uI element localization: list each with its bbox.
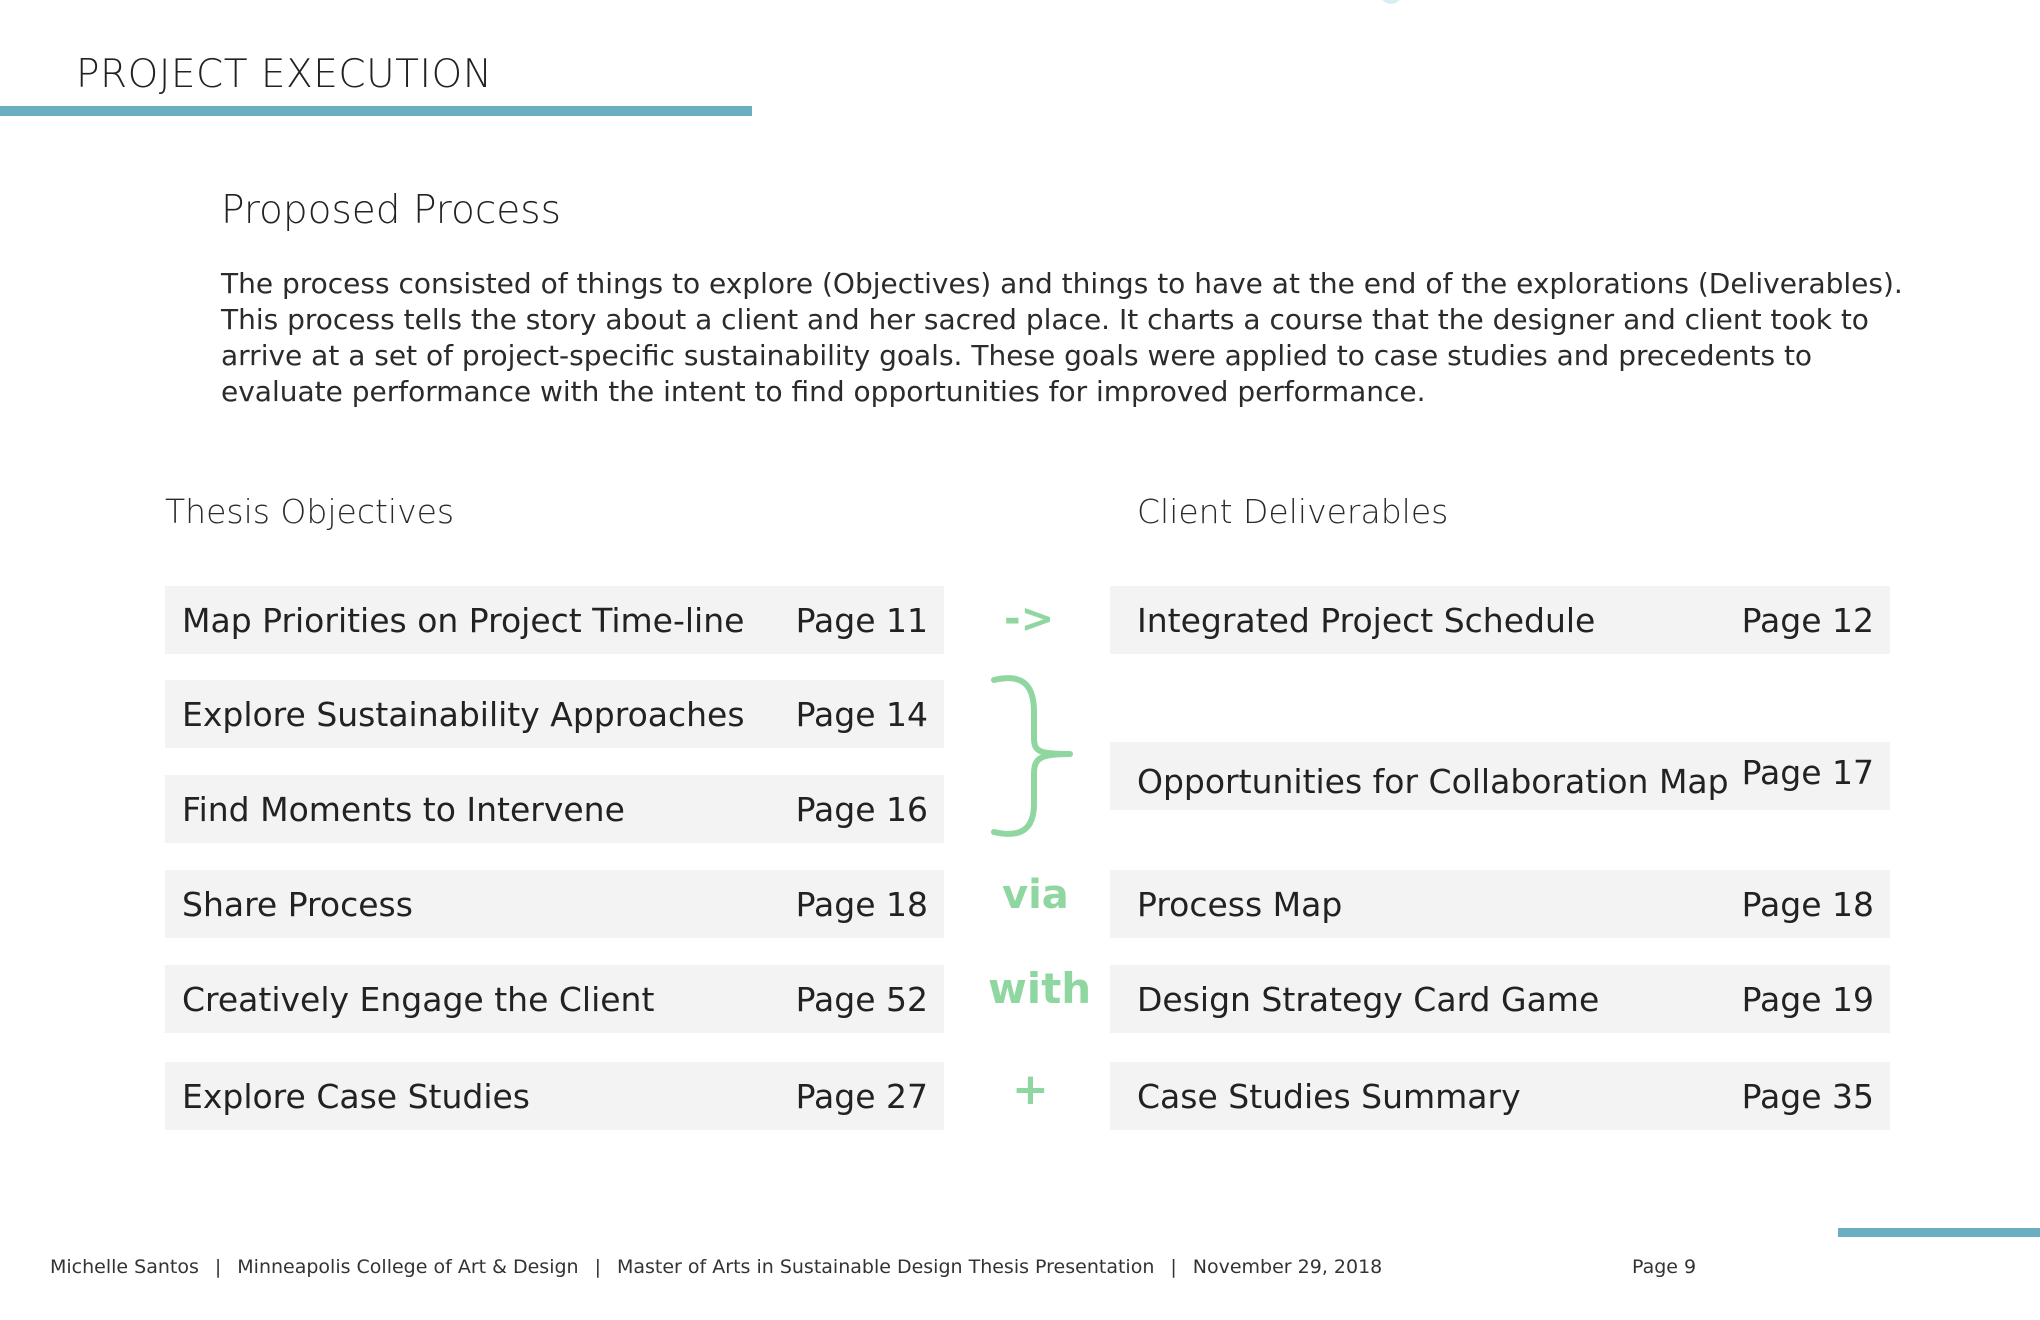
objective-page-ref: Page 27 [795, 1076, 928, 1116]
corner-decoration [1380, 0, 1402, 4]
objective-label: Find Moments to Intervene [182, 789, 625, 829]
footer-program: Master of Arts in Sustainable Design Thesis Presentation [616, 1256, 1155, 1278]
deliverables-heading: Client Deliverables [1137, 492, 1449, 531]
intro-line: This process tells the story about a client and her sacred place. It charts a course that the designer and client took to [221, 303, 1869, 336]
objective-row [165, 680, 944, 748]
deliverable-row [1110, 586, 1890, 654]
deliverable-label: Integrated Project Schedule [1137, 600, 1596, 640]
deliverable-row [1110, 742, 1890, 810]
deliverable-row [1110, 1062, 1890, 1130]
footer-date: November 29, 2018 [1192, 1256, 1383, 1278]
objectives-heading: Thesis Objectives [165, 492, 455, 531]
objective-row [165, 586, 944, 654]
footer-separator: | [214, 1256, 222, 1278]
objective-label: Explore Sustainability Approaches [182, 694, 745, 734]
with-connector: with [988, 964, 1092, 1013]
intro-line: The process consisted of things to explore (Objectives) and things to have at the end of the explorations (Deliverables). [221, 267, 1903, 300]
footer-accent-rule [1838, 1228, 2040, 1237]
objective-label: Creatively Engage the Client [182, 979, 655, 1019]
plus-connector: + [1012, 1064, 1049, 1115]
objective-row [165, 965, 944, 1033]
deliverable-label: Opportunities for Collaboration Map [1137, 761, 1729, 801]
objective-page-ref: Page 14 [795, 694, 928, 734]
page-number: Page 9 [1632, 1256, 1697, 1278]
footer-separator: | [594, 1256, 601, 1278]
objective-row [165, 775, 944, 843]
footer-school: Minneapolis College of Art & Design [237, 1256, 579, 1278]
deliverable-label: Design Strategy Card Game [1137, 979, 1600, 1019]
deliverable-row [1110, 965, 1890, 1033]
footer-credits [50, 1256, 1382, 1278]
objective-label: Explore Case Studies [182, 1076, 530, 1116]
subtitle: Proposed Process [221, 188, 561, 233]
objective-label: Map Priorities on Project Time-line [182, 600, 745, 640]
objective-page-ref: Page 52 [795, 979, 928, 1019]
footer-author: Michelle Santos [50, 1256, 199, 1278]
arrow-connector: -> [1004, 596, 1055, 642]
objective-page-ref: Page 11 [795, 600, 928, 640]
deliverable-label: Case Studies Summary [1137, 1076, 1521, 1116]
deliverable-row [1110, 870, 1890, 938]
intro-paragraph [221, 266, 1941, 410]
deliverable-page-ref: Page 35 [1741, 1076, 1874, 1116]
deliverable-page-ref: Page 12 [1741, 600, 1874, 640]
via-connector: via [1002, 872, 1069, 918]
deliverable-label: Process Map [1137, 884, 1343, 924]
title-accent-rule [0, 106, 752, 116]
deliverable-page-ref: Page 17 [1741, 752, 1874, 792]
intro-line: arrive at a set of project-specific sustainability goals. These goals were applied to case studies and precedents to [221, 339, 1813, 372]
curly-brace-icon [990, 672, 1074, 840]
deliverable-page-ref: Page 19 [1741, 979, 1874, 1019]
objective-row [165, 1062, 944, 1130]
footer-separator: | [1170, 1256, 1177, 1278]
objective-label: Share Process [182, 884, 413, 924]
objective-page-ref: Page 16 [795, 789, 928, 829]
intro-line: evaluate performance with the intent to find opportunities for improved performance. [221, 375, 1426, 408]
deliverable-page-ref: Page 18 [1741, 884, 1874, 924]
objective-row [165, 870, 944, 938]
objective-page-ref: Page 18 [795, 884, 928, 924]
section-title: PROJECT EXECUTION [76, 52, 493, 97]
